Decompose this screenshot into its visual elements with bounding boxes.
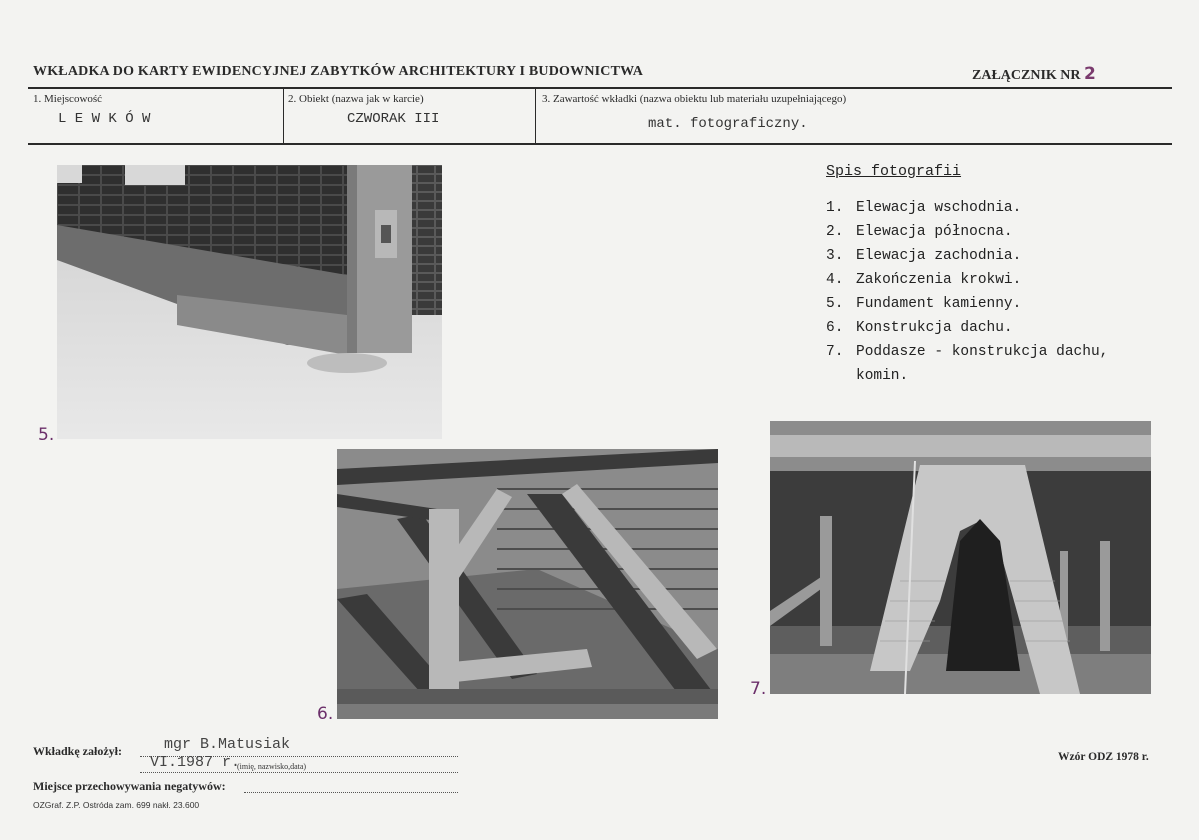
annex-label-text: ZAŁĄCZNIK NR xyxy=(972,68,1081,83)
field-divider-1 xyxy=(283,89,284,143)
list-item-number: 4. xyxy=(826,272,844,288)
list-item xyxy=(826,244,1108,268)
list-item-number: 5. xyxy=(826,296,844,312)
list-item-number: 7. xyxy=(826,344,844,360)
photo-6-number: 6. xyxy=(317,704,334,724)
created-date-line xyxy=(140,772,458,773)
object-value: CZWORAK III xyxy=(347,111,440,127)
storage-label: Miejsce przechowywania negatywów: xyxy=(33,779,226,793)
form-title: WKŁADKA DO KARTY EWIDENCYJNEJ ZABYTKÓW ARCHITEKTURY I BUDOWNICTWA xyxy=(33,64,644,79)
list-item xyxy=(826,268,1108,292)
created-by-label: Wkładkę założył: xyxy=(33,744,122,758)
field-divider-2 xyxy=(535,89,536,143)
list-item-number: 3. xyxy=(826,248,844,264)
list-item-number: 1. xyxy=(826,200,844,216)
place-value: L E W K Ó W xyxy=(58,111,151,127)
photo-5-number: 5. xyxy=(38,425,55,445)
photo-5-foundation xyxy=(57,165,442,439)
photo-list xyxy=(826,196,1108,388)
object-label: 2. Obiekt (nazwa jak w karcie) xyxy=(288,93,424,105)
list-item xyxy=(826,196,1108,220)
list-item xyxy=(826,292,1108,316)
header-rule xyxy=(28,87,1172,89)
annex-label xyxy=(972,64,1096,84)
photo-7-attic xyxy=(770,421,1151,694)
storage-line xyxy=(244,792,458,793)
content-value: mat. fotograficzny. xyxy=(648,116,808,132)
list-item-number: 6. xyxy=(826,320,844,336)
list-item xyxy=(826,316,1108,340)
annex-number: 2 xyxy=(1084,64,1096,84)
content-label: 3. Zawartość wkładki (nazwa obiektu lub materiału uzupełniającego) xyxy=(542,93,847,105)
created-by-name: mgr B.Matusiak xyxy=(164,736,291,753)
list-item-text: Elewacja zachodnia. xyxy=(856,248,1022,264)
fields-rule xyxy=(28,143,1172,145)
print-info: OZGraf. Z.P. Ostróda zam. 699 nakł. 23.600 xyxy=(33,800,200,810)
list-item-text: Elewacja wschodnia. xyxy=(856,200,1022,216)
template-label: Wzór ODZ 1978 r. xyxy=(1058,751,1149,763)
created-hint: (imię, nazwisko,data) xyxy=(237,762,307,771)
list-item-text: Fundament kamienny. xyxy=(856,296,1022,312)
list-item-text: Elewacja północna. xyxy=(856,224,1013,240)
photo-7-number: 7. xyxy=(750,679,767,699)
list-item-text: Zakończenia krokwi. xyxy=(856,272,1022,288)
list-item-number: 2. xyxy=(826,224,844,240)
list-item-text: Konstrukcja dachu. xyxy=(856,320,1013,336)
photo-6-roof xyxy=(337,449,718,719)
created-date: VI.1987 r. xyxy=(150,754,241,771)
list-item xyxy=(826,220,1108,244)
list-item-continuation: komin. xyxy=(856,368,909,384)
photo-list-title: Spis fotografii xyxy=(826,163,962,180)
list-item xyxy=(826,340,1108,364)
place-label: 1. Miejscowość xyxy=(33,93,103,105)
list-item-text: Poddasze - konstrukcja dachu, xyxy=(856,344,1109,360)
